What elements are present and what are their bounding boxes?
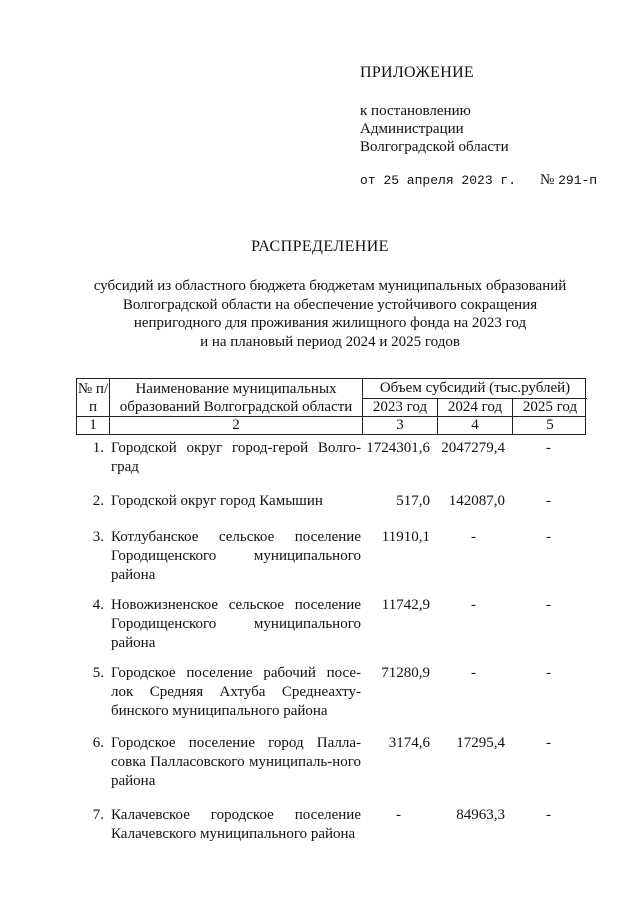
table-row <box>76 596 586 653</box>
order-date: от 25 апреля 2023 г. <box>360 173 517 188</box>
row-value-2023: 71280,9 <box>381 665 430 681</box>
row-number: 5. <box>92 665 104 681</box>
subsidy-table <box>76 378 586 435</box>
row-value-2024: - <box>471 529 476 545</box>
row-number: 7. <box>92 807 104 823</box>
row-value-2025: - <box>546 440 551 456</box>
row-number: 1. <box>92 440 104 456</box>
row-value-2024: 84963,3 <box>456 807 505 823</box>
table-header <box>76 378 586 417</box>
document-title: РАСПРЕДЕЛЕНИЕ <box>251 238 389 255</box>
row-value-2024: 17295,4 <box>456 735 505 751</box>
row-name: Городской округ город Камышин <box>111 493 323 509</box>
header-num: № п/п <box>77 381 109 415</box>
appendix-heading: ПРИЛОЖЕНИЕ <box>360 64 475 81</box>
order-line <box>360 172 597 189</box>
header-volume: Объем субсидий (тыс.рублей) <box>362 379 587 399</box>
row-value-2024: - <box>471 665 476 681</box>
row-value-2023: 517,0 <box>396 493 430 509</box>
subtitle-line: субсидий из областного бюджета бюджетам муниципальных образований <box>93 278 567 294</box>
appendix-line: Администрации <box>360 121 464 137</box>
table-row <box>76 664 586 721</box>
table-row <box>76 439 586 477</box>
column-index: 1 <box>89 417 97 433</box>
column-index: 3 <box>362 417 437 434</box>
order-number-label: № <box>540 172 555 188</box>
row-value-2025: - <box>546 493 551 509</box>
subtitle-line: Волгоградской области на обеспечение устойчивого сокращения <box>122 296 538 313</box>
appendix-block <box>360 64 630 156</box>
row-value-2023: 3174,6 <box>388 735 430 751</box>
row-value-2023: 1724301,6 <box>366 440 430 456</box>
row-number: 4. <box>92 597 104 613</box>
table-row <box>76 734 586 791</box>
subtitle-line: и на плановый период 2024 и 2025 годов <box>200 333 460 350</box>
row-value-2023: 11910,1 <box>381 529 430 545</box>
subtitle-line: непригодного для проживания жилищного фонда на 2023 год <box>133 315 527 331</box>
row-name: Новожизненское сельское поселение Городищенского муниципального района <box>111 597 361 651</box>
row-value-2024: 2047279,4 <box>441 440 505 456</box>
order-number: 291-п <box>558 173 598 188</box>
row-name: Калачевское городское поселение Калачевского муниципального района <box>111 807 361 842</box>
row-name: Городское поселение город Палла-совка Палласовского муниципаль-ного района <box>111 735 361 789</box>
column-index: 2 <box>109 417 362 434</box>
row-value-2025: - <box>546 597 551 613</box>
appendix-line: Волгоградской области <box>360 139 509 155</box>
column-index: 4 <box>437 417 512 434</box>
row-value-2025: - <box>546 529 551 545</box>
row-value-2023: 11742,9 <box>381 597 430 613</box>
row-number: 3. <box>92 529 104 545</box>
column-index: 5 <box>512 417 587 434</box>
document-subtitle <box>60 277 600 351</box>
table-row <box>76 528 586 585</box>
appendix-line: к постановлению <box>360 103 471 119</box>
row-value-2023: - <box>396 807 401 823</box>
column-index-row <box>76 417 586 435</box>
row-name: Городское поселение рабочий посе-лок Средняя Ахтуба Среднеахту-бинского муниципального района <box>111 665 361 719</box>
header-year-2025: 2025 год <box>512 399 587 417</box>
header-name: Наименование муниципальных образований Волгоградской области <box>109 379 362 416</box>
table-row <box>76 492 586 511</box>
row-value-2024: - <box>471 597 476 613</box>
row-name: Городской округ город-герой Волго-град <box>111 440 361 475</box>
header-year-2023: 2023 год <box>362 399 437 417</box>
row-value-2025: - <box>546 735 551 751</box>
row-name: Котлубанское сельское поселение Городищенского муниципального района <box>111 529 361 583</box>
row-number: 6. <box>92 735 104 751</box>
row-value-2025: - <box>546 807 551 823</box>
row-number: 2. <box>92 493 104 509</box>
header-year-2024: 2024 год <box>437 399 512 417</box>
row-value-2025: - <box>546 665 551 681</box>
table-row <box>76 806 586 844</box>
row-value-2024: 142087,0 <box>448 493 505 509</box>
